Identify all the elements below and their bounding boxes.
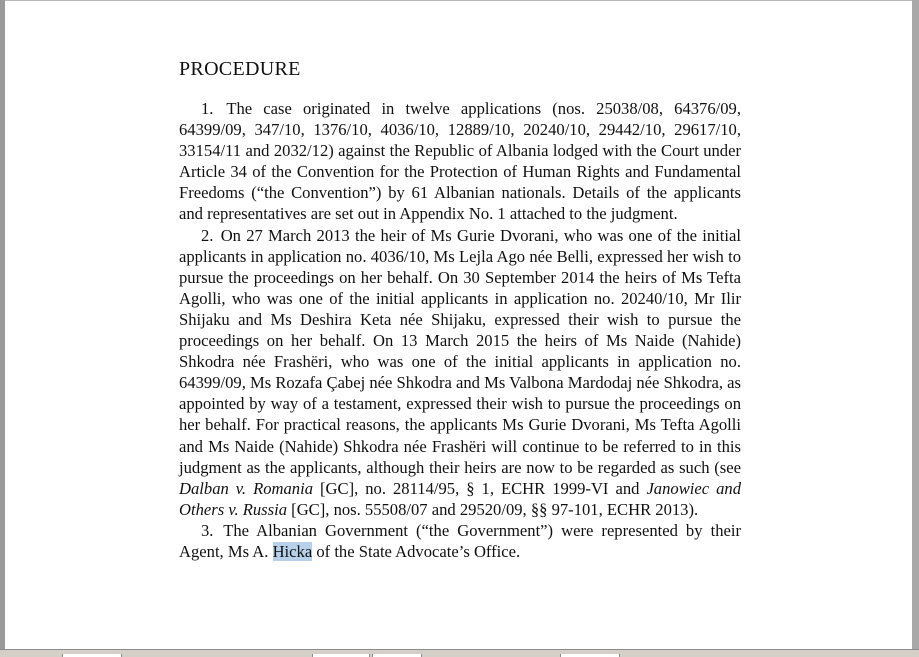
paragraph-number: 2. bbox=[201, 225, 214, 245]
paragraph-text: [GC], nos. 55508/07 and 29520/09, §§ 97-101, ECHR 2013). bbox=[287, 499, 699, 519]
document-page[interactable] bbox=[5, 1, 912, 649]
right-window-frame bbox=[912, 0, 919, 657]
case-citation: Janowiec and Others v. Russia bbox=[179, 478, 741, 519]
highlighted-text-selection[interactable]: Hicka bbox=[272, 541, 313, 561]
paragraph-3 bbox=[179, 520, 741, 562]
paragraph-text: On 27 March 2013 the heir of Ms Gurie Dvorani, who was one of the initial applicants in application no. 4036/10, Ms Lejla Ago née Belli, expressed her wish to pursue the proceedings on her behalf. On 30 September 2014 the heirs of Ms Tefta Agolli, who was one of the initial applicants in application no. 20240/10, Mr Ilir Shijaku and Ms Deshira Keta née Shijaku, expressed their wish to pursue the proceedings on her behalf. On 13 March 2015 the heirs of Ms Naide (Nahide) Shkodra née Frashëri, who was one of the initial applicants in application no. 64399/09, Ms Rozafa Çabej née Shkodra and Ms Valbona Mardodaj née Shkodra, as appointed by way of a testament, expressed their wish to pursue the proceedings on her behalf. For practical reasons, the applicants Ms Gurie Dvorani, Ms Tefta Agolli and Ms Naide (Nahide) Shkodra née Frashëri will continue to be referred to in this judgment as the applicants, although their heirs are now to be regarded as such (see bbox=[179, 225, 741, 477]
paragraph-1 bbox=[179, 98, 741, 225]
paragraph-number: 1. bbox=[201, 99, 214, 118]
paragraph-text: The Albanian Government (“the Government”) were represented by their Agent, Ms A. bbox=[179, 520, 741, 561]
document-body bbox=[179, 56, 741, 562]
bottom-status-bar bbox=[0, 649, 919, 657]
paragraph-2 bbox=[179, 225, 741, 520]
paragraph-text: [GC], no. 28114/95, § 1, ECHR 1999-VI and bbox=[313, 478, 647, 498]
paragraph-text: The case originated in twelve applications (nos. 25038/08, 64376/09, 64399/09, 347/10, 1376/10, 4036/10, 12889/10, 20240/10, 29442/10, 29617/10, 33154/11 and 2032/12) against the Republic of Albania lodged with the Court under Article 34 of the Convention for the Protection of Human Rights and Fundamental Freedoms (“the Convention”) by 61 Albanian nationals. Details of the applicants and representatives are set out in Appendix No. 1 attached to the judgment. bbox=[179, 99, 741, 224]
section-heading: PROCEDURE bbox=[179, 58, 301, 80]
paragraph-number: 3. bbox=[201, 520, 214, 540]
case-citation: Dalban v. Romania bbox=[179, 478, 313, 498]
paragraph-text: of the State Advocate’s Office. bbox=[312, 541, 521, 561]
